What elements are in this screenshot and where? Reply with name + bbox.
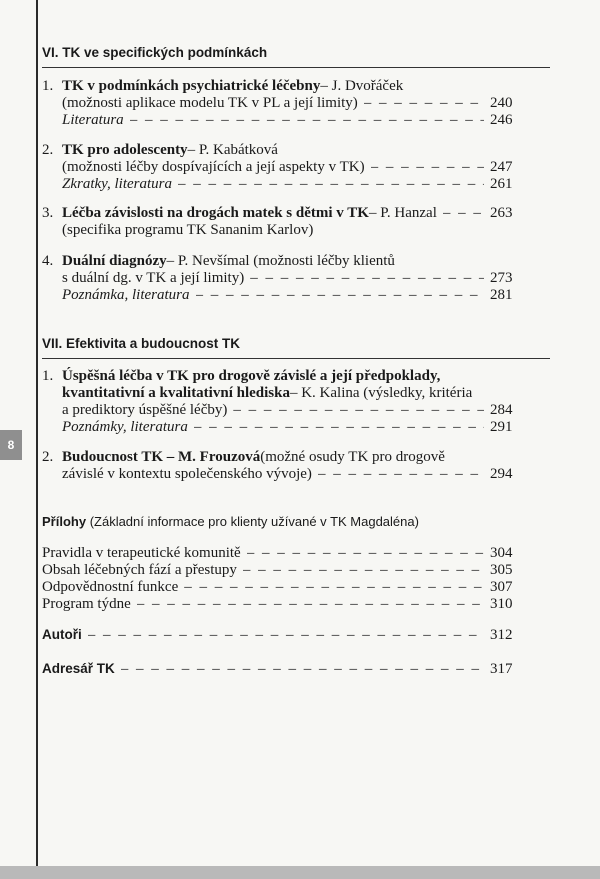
page-number: 263 (490, 205, 513, 221)
page-number: 246 (490, 112, 513, 128)
entry-author: – P. Hanzal (368, 205, 437, 221)
bottom-bar (0, 866, 600, 879)
page-number: 317 (490, 661, 513, 677)
page-number: 307 (490, 579, 513, 595)
page-number: 312 (490, 627, 513, 643)
leader-dots (371, 159, 484, 176)
entry-title: Úspěšná léčba v TK pro drogově závislé a její předpoklady, (62, 368, 441, 384)
leader-dots (443, 205, 484, 222)
appendix-heading (42, 514, 419, 529)
leader-dots (247, 545, 484, 562)
entry-title: TK v podmínkách psychiatrické léčebny (62, 78, 321, 94)
entry-desc: závislé v kontextu společenského vývoje) (62, 466, 312, 482)
entry-title: Budoucnost TK – M. Frouzová (62, 449, 261, 465)
toc-entry-7-2[interactable] (42, 449, 512, 483)
entry-title: Léčba závislosti na drogách matek s dětmi v TK (62, 205, 369, 221)
leader-dots (243, 562, 484, 579)
entry-author: (možné osudy TK pro drogově (260, 449, 445, 465)
leader-dots (194, 419, 484, 436)
toc-entry-6-1[interactable] (42, 78, 512, 129)
toc-entry-6-4[interactable] (42, 253, 512, 304)
item-label: Program týdne (42, 596, 131, 612)
entry-sub: Literatura (62, 112, 124, 128)
page-number: 294 (490, 466, 513, 482)
margin-line (36, 0, 38, 868)
entry-title: Duální diagnózy (62, 253, 167, 269)
page-number: 240 (490, 95, 513, 111)
toc-entry-7-1[interactable] (42, 368, 512, 436)
toc-entry-autori[interactable] (42, 626, 512, 644)
leader-dots (178, 176, 484, 193)
section-7-rule (42, 358, 550, 359)
leader-dots (88, 627, 484, 644)
entry-desc: (možnosti léčby dospívajících a její aspekty v TK) (62, 159, 365, 175)
appendix-desc: (Základní informace pro klienty užívané v TK Magdaléna) (86, 514, 419, 529)
page-number: 273 (490, 270, 513, 286)
entry-number: 1. (42, 368, 54, 384)
appendix-item[interactable] (42, 545, 512, 562)
entry-desc: (specifika programu TK Sananim Karlov) (62, 222, 314, 238)
page-number: 305 (490, 562, 513, 578)
entry-sub: Zkratky, literatura (62, 176, 172, 192)
entry-author: – P. Nevšímal (možnosti léčby klientů (166, 253, 395, 269)
page-number: 261 (490, 176, 513, 192)
appendix-label: Přílohy (42, 514, 87, 529)
entry-desc: s duální dg. v TK a její limity) (62, 270, 245, 286)
section-6-title: VI. TK ve specifických podmínkách (42, 45, 268, 60)
entry-author: – J. Dvořáček (320, 78, 404, 94)
page-number-tab: 8 (0, 430, 22, 460)
toc-entry-6-2[interactable] (42, 142, 512, 193)
item-label: Obsah léčebných fází a přestupy (42, 562, 237, 578)
entry-desc: a prediktory úspěšné léčby) (62, 402, 228, 418)
leader-dots (233, 402, 484, 419)
section-7-title: VII. Efektivita a budoucnost TK (42, 336, 241, 351)
page-number: 281 (490, 287, 513, 303)
entry-sub: Poznámky, literatura (62, 419, 188, 435)
entry-desc: (možnosti aplikace modelu TK v PL a její limity) (62, 95, 358, 111)
entry-number: 4. (42, 253, 54, 269)
item-label: Pravidla v terapeutické komunitě (42, 545, 241, 561)
leader-dots (137, 596, 484, 613)
leader-dots (364, 95, 484, 112)
entry-title: TK pro adolescenty (62, 142, 188, 158)
appendix-list (42, 545, 512, 613)
appendix-item[interactable] (42, 579, 512, 596)
page-number: 310 (490, 596, 513, 612)
entry-number: 2. (42, 142, 54, 158)
appendix-item[interactable] (42, 596, 512, 613)
entry-title-cont: kvantitativní a kvalitativní hlediska (62, 385, 290, 401)
adresar-label: Adresář TK (42, 661, 115, 676)
item-label: Odpovědnostní funkce (42, 579, 179, 595)
leader-dots (184, 579, 484, 596)
leader-dots (318, 466, 484, 483)
page-number: 247 (490, 159, 513, 175)
entry-number: 3. (42, 205, 54, 221)
leader-dots (250, 270, 484, 287)
entry-number: 1. (42, 78, 54, 94)
leader-dots (121, 661, 484, 678)
appendix-item[interactable] (42, 562, 512, 579)
entry-sub: Poznámka, literatura (62, 287, 190, 303)
autori-label: Autoři (42, 627, 82, 642)
leader-dots (196, 287, 485, 304)
entry-author: – P. Kabátková (187, 142, 278, 158)
entry-number: 2. (42, 449, 54, 465)
toc-entry-6-3[interactable] (42, 205, 512, 239)
page-number: 291 (490, 419, 513, 435)
toc-entry-adresar[interactable] (42, 660, 512, 678)
page-number: 304 (490, 545, 513, 561)
page-number: 284 (490, 402, 513, 418)
leader-dots (130, 112, 484, 129)
section-6-rule (42, 67, 550, 68)
entry-author: – K. Kalina (výsledky, kritéria (289, 385, 473, 401)
